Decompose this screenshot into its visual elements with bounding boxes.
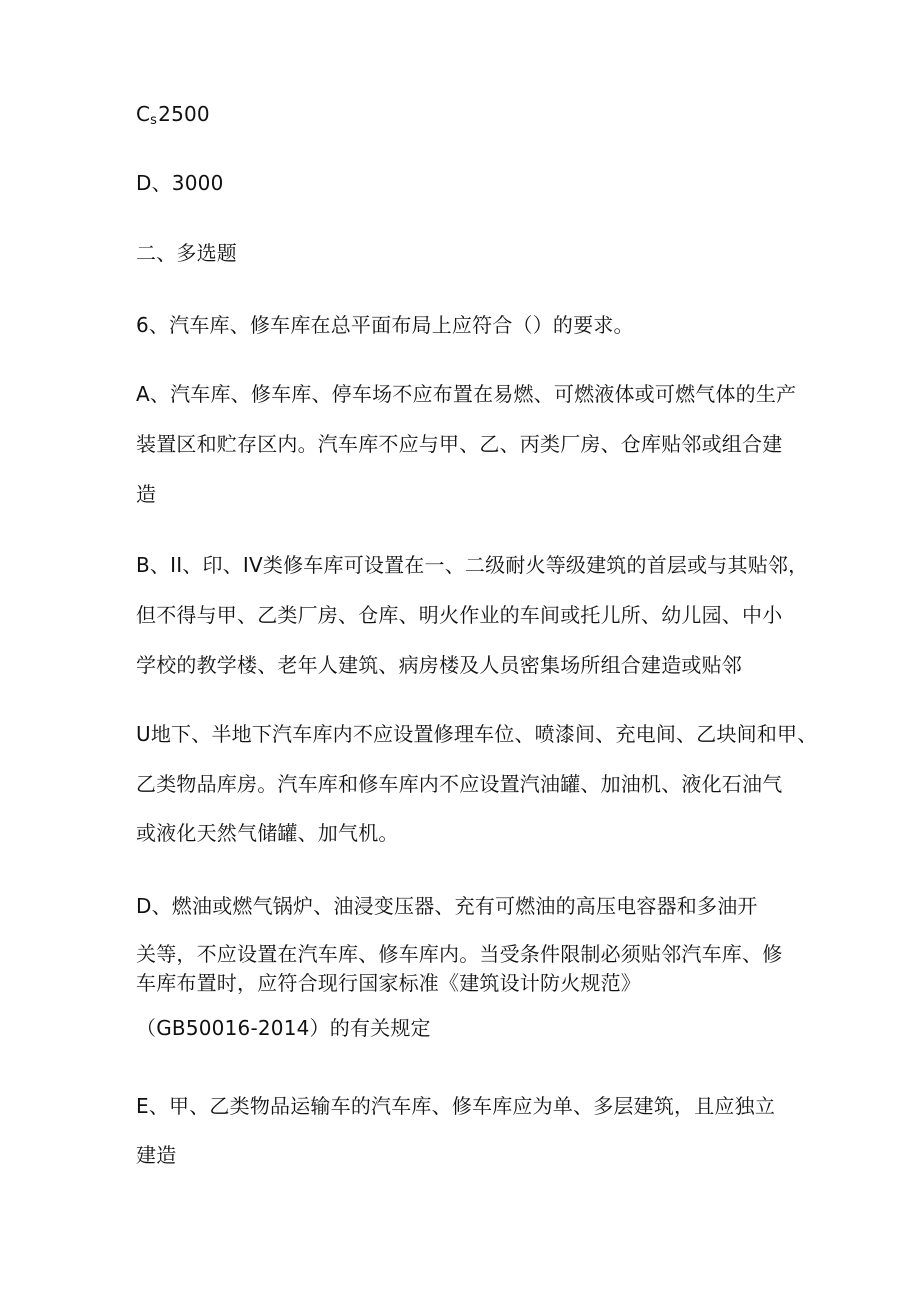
option-d-prev: D、3000	[136, 171, 224, 195]
option-b-line-1: B、II、印、IV类修车库可设置在一、二级耐火等级建筑的首层或与其贴邻，	[136, 553, 809, 577]
option-c-prev	[136, 102, 210, 130]
option-e-line-1: E、甲、乙类物品运输车的汽车库、修车库应为单、多层建筑，且应独立	[136, 1094, 776, 1118]
option-c-line-3: 或液化天然气储罐、加气机。	[136, 821, 399, 845]
option-b-line-2: 但不得与甲、乙类厂房、仓库、明火作业的车间或托儿所、幼儿园、中小	[136, 603, 783, 627]
option-d-line-1: D、燃油或燃气锅炉、油浸变压器、充有可燃油的高压电容器和多油开	[136, 894, 758, 918]
option-d-line-3: 车库布置时，应符合现行国家标准《建筑设计防火规范》	[136, 971, 641, 995]
option-c-line-2: 乙类物品库房。汽车库和修车库内不应设置汽油罐、加油机、液化石油气	[136, 772, 783, 796]
question-6: 6、汽车库、修车库在总平面布局上应符合（）的要求。	[136, 313, 634, 337]
option-d-line-4: （GB50016-2014）的有关规定	[136, 1016, 431, 1040]
option-a-line-1: A、汽车库、修车库、停车场不应布置在易燃、可燃液体或可燃气体的生产	[136, 382, 797, 406]
option-b-line-3: 学校的教学楼、老年人建筑、病房楼及人员密集场所组合建造或贴邻	[136, 653, 742, 677]
option-a-line-2: 装置区和贮存区内。汽车库不应与甲、乙、丙类厂房、仓库贴邻或组合建	[136, 432, 783, 456]
option-d-line-2: 关等，不应设置在汽车库、修车库内。当受条件限制必须贴邻汽车库、修	[136, 942, 783, 966]
option-e-line-2: 建造	[136, 1143, 177, 1167]
section-heading: 二、多选题	[136, 241, 237, 265]
option-c-letter: C	[136, 102, 151, 126]
option-c-subscript: s	[150, 113, 158, 128]
option-c-line-1: U地下、半地下汽车库内不应设置修理车位、喷漆间、充电间、乙块间和甲、	[136, 722, 818, 746]
option-a-line-3: 造	[136, 482, 157, 506]
option-c-value: 2500	[158, 102, 210, 126]
